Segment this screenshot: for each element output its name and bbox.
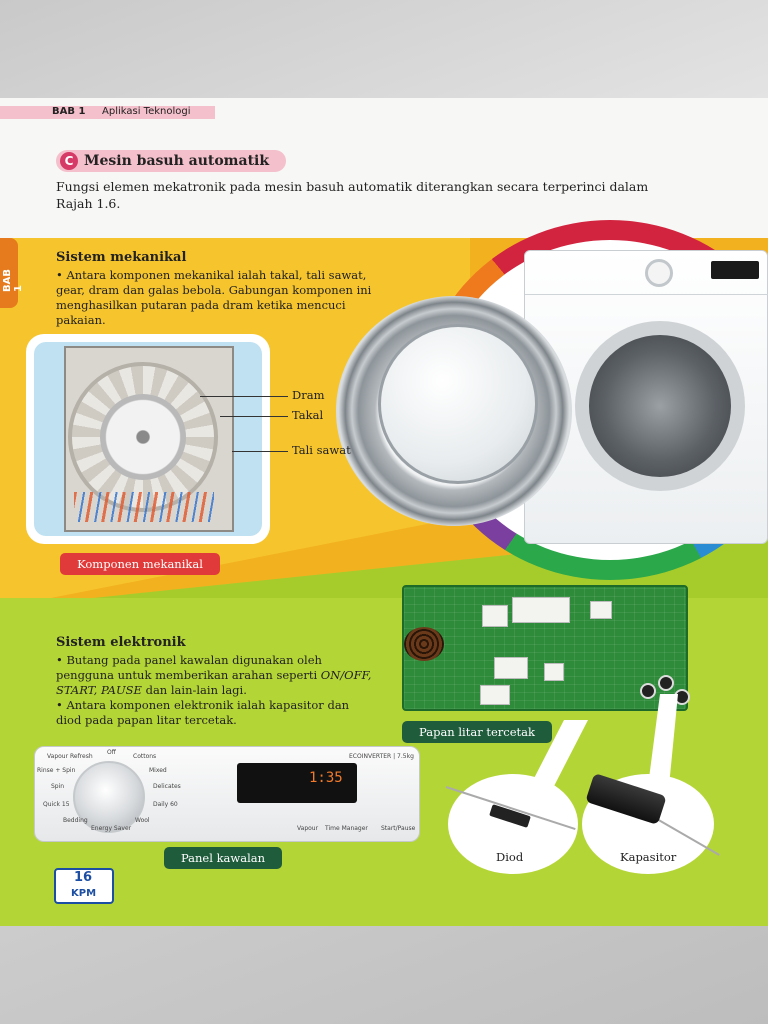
mechanical-bullet: • Antara komponen mekanikal ialah takal, tali sawat, gear, dram dan galas bebola. Gabungan komponen ini menghasilkan putaran pada dram ketika mencuci pakaian. <box>56 268 372 327</box>
caption-mechanical: Komponen mekanikal <box>60 553 220 575</box>
intro-text: Fungsi elemen mekatronik pada mesin basuh automatik diterangkan secara terperinci dalam Rajah 1.6. <box>56 179 649 211</box>
electronic-bullets: • Butang pada panel kawalan digunakan oleh pengguna untuk memberikan arahan seperti ON/OFF, START, PAUSE dan lain-lain lagi. • Antara komponen elektronik ialah kapasitor dan diod pada papan litar tercetak. <box>56 653 372 727</box>
coil-icon <box>404 627 444 661</box>
publisher-label: KPM <box>71 888 97 899</box>
panel-brand: ECOINVERTER | 7.5kg <box>349 753 414 760</box>
caption-pcb: Papan litar tercetak <box>402 721 552 743</box>
electronic-heading: Sistem elektronik <box>56 635 186 650</box>
pcb-image <box>402 585 688 711</box>
callout-takal: Takal <box>292 408 324 422</box>
callout-dram: Dram <box>292 388 325 402</box>
callout-line-tali-sawat <box>232 451 288 452</box>
section-badge: C <box>60 152 78 170</box>
washer-drum <box>589 335 731 477</box>
mechanical-photo <box>26 334 270 544</box>
washer-knob-icon <box>645 259 673 287</box>
capacitor-label: Kapasitor <box>620 850 677 864</box>
chapter-title: Aplikasi Teknologi <box>102 106 191 117</box>
washer-door-glass <box>378 324 538 484</box>
callout-line-takal <box>220 416 288 417</box>
side-chapter-tab: BAB 1 <box>0 238 18 308</box>
callout-line-dram <box>200 396 288 397</box>
textbook-page <box>0 98 768 926</box>
page-number-badge <box>54 868 114 904</box>
chapter-label: BAB 1 <box>52 106 86 117</box>
diode-label: Diod <box>496 850 524 864</box>
washer-display <box>711 261 759 279</box>
page-number: 16 <box>74 870 93 885</box>
wires-photo <box>74 492 214 522</box>
callout-tali-sawat: Tali sawat <box>292 443 351 457</box>
control-panel-image: Vapour Refresh Off Cottons Rinse + Spin Mixed Spin Delicates Quick 15 Daily 60 Bedding Energy Saver Wool 1:35 ECOINVERTER | 7.5kg Vapour Time Manager Start/Pause <box>34 746 420 842</box>
caption-control-panel: Panel kawalan <box>164 847 282 869</box>
section-title: Mesin basuh automatik <box>84 153 270 169</box>
mechanical-heading: Sistem mekanikal <box>56 250 187 265</box>
panel-display-time: 1:35 <box>309 770 343 786</box>
pulley-photo <box>100 394 186 480</box>
